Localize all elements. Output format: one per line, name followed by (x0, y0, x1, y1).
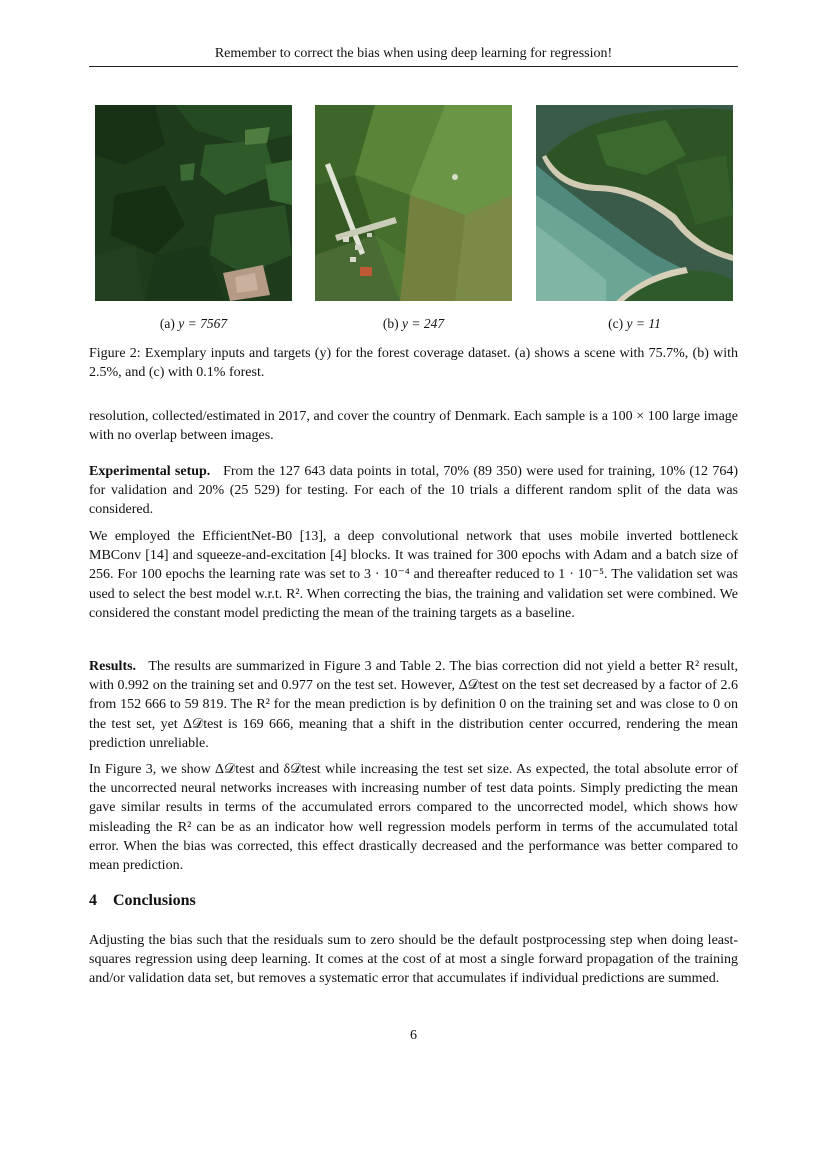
paragraph-experimental-setup (89, 462, 738, 520)
paragraph-model-description: We employed the EfficientNet-B0 [13], a deep convolutional network that uses mobile inverted bottleneck MBConv [14] and squeeze-and-excitation [4] blocks. It was trained for 300 epochs with Adam and a batch size of 256. For 100 epochs the learning rate was set to 3 · 10⁻⁴ and thereafter reduced to 1 · 10⁻⁵. The validation set was used to select the best model w.r.t. R². When correcting the bias, the training and validation set were combined. We considered the constant model predicting the mean of the training targets as a baseline. (89, 529, 738, 621)
paragraph-dataset-continuation: resolution, collected/estimated in 2017, and cover the country of Denmark. Each sample is a 100 × 100 large image with no overlap between images. (89, 409, 738, 444)
subcaption-a: (a) y = 7567 (159, 316, 228, 331)
section-title: Conclusions (113, 892, 196, 909)
paragraph-body-experimental-setup: From the 127 643 data points in total, 70% (89 350) were used for training, 10% (12 764) for validation and 20% (25 529) for testing. For each of the 10 trials a different random split of the data was considered. (89, 464, 738, 518)
paragraph-conclusions: Adjusting the bias such that the residuals sum to zero should be the default postprocessing step when doing least-squares regression using deep learning. It comes at the cost of at most a single forward propagation of the training and/or validation data set, but removes a systematic error that accumulates if individual predictions are summed. (89, 933, 738, 987)
paragraph-figure3-discussion: In Figure 3, we show Δ𝒟test and δ𝒟test while increasing the test set size. As expected, the total absolute error of the uncorrected neural networks increases with increasing number of test data points. Simply predicting the mean gave similar results in terms of the accumulated errors compared to the uncorrected model, which shows how misleading the R² can be as an indicator how well regression models perform in terms of the accumulated total error. When the bias was corrected, this effect drastically decreased and the performance was better compared to mean prediction. (89, 762, 738, 874)
page-number: 6 (410, 1028, 417, 1043)
section-heading-conclusions (89, 892, 196, 910)
paragraph-heading-experimental-setup: Experimental setup. (89, 464, 211, 479)
figure-panel-b-image (315, 105, 512, 301)
paragraph-results (89, 657, 738, 753)
subcaption-b: (b) y = 247 (382, 316, 445, 331)
figure-panel-a-image (95, 105, 292, 301)
paragraph-heading-results: Results. (89, 659, 137, 674)
running-head: Remember to correct the bias when using deep learning for regression! (214, 46, 613, 61)
subcaption-c: (c) y = 11 (608, 316, 661, 331)
figure-caption: Figure 2: Exemplary inputs and targets (y) for the forest coverage dataset. (a) shows a scene with 75.7%, (b) with 2.5%, and (c) with 0.1% forest. (89, 346, 738, 380)
header-rule (89, 66, 738, 67)
paragraph-body-results: The results are summarized in Figure 3 and Table 2. The bias correction did not yield a better R² result, with 0.992 on the training set and 0.977 on the test set. However, Δ𝒟test on the test set decreased by a factor of 2.6 from 152 666 to 59 819. The R² for the mean prediction is by definition 0 on the training set and was close to 0 on the test set, yet Δ𝒟test is 169 666, meaning that a shift in the distribution center occurred, rendering the mean prediction unreliable. (89, 659, 738, 751)
figure-panel-c-image (536, 105, 733, 301)
section-number: 4 (89, 892, 97, 909)
